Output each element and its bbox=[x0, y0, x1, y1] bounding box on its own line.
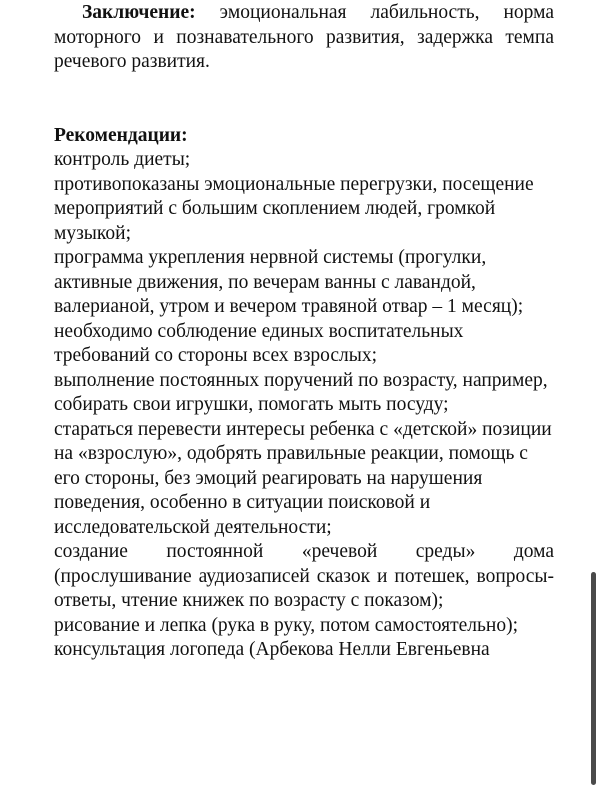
paragraph-gap bbox=[54, 75, 554, 124]
recommendation-item: выполнение постоянных поручений по возрасту, например, собирать свои игрушки, помогать мыть посуду; bbox=[54, 369, 548, 415]
recommendation-item: контроль диеты; bbox=[54, 149, 191, 170]
recommendation-item: рисование и лепка (рука в руку, потом самостоятельно); bbox=[54, 614, 519, 636]
recommendations-heading: Рекомендации: bbox=[54, 124, 188, 146]
conclusion-paragraph bbox=[54, 0, 554, 75]
recommendation-item: консультация логопеда (Арбекова Нелли Евгеньевна bbox=[54, 639, 490, 660]
recommendation-item: стараться перевести интересы ребенка с «детской» позиции на «взрослую», одобрять правильные реакции, помощь с его стороны, без эмоций реагировать на нарушения поведения, особенно в ситуации поисковой и исследовательской деятельности; bbox=[54, 418, 552, 538]
recommendation-item: создание постоянной «речевой среды» дома (прослушивание аудиозаписей сказок и потешек, вопросы-ответы, чтение книжек по возрасту с показом); bbox=[54, 541, 554, 611]
document-page bbox=[54, 0, 554, 663]
recommendation-item: необходимо соблюдение единых воспитательных требований со стороны всех взрослых; bbox=[54, 320, 464, 366]
conclusion-label: Заключение: bbox=[82, 2, 196, 23]
recommendation-item: программа укрепления нервной системы (прогулки, активные движения, по вечерам ванны с лавандой, валерианой, утром и вечером травяной отвар – 1 месяц); bbox=[54, 247, 524, 317]
conclusion-text: эмоциональная лабильность, норма моторного и познавательного развития, задержка темпа речевого развития. bbox=[54, 2, 554, 72]
vertical-scrollbar-thumb[interactable] bbox=[591, 572, 596, 785]
recommendation-item: противопоказаны эмоциональные перегрузки, посещение мероприятий с большим скоплением людей, громкой музыкой; bbox=[54, 173, 534, 244]
